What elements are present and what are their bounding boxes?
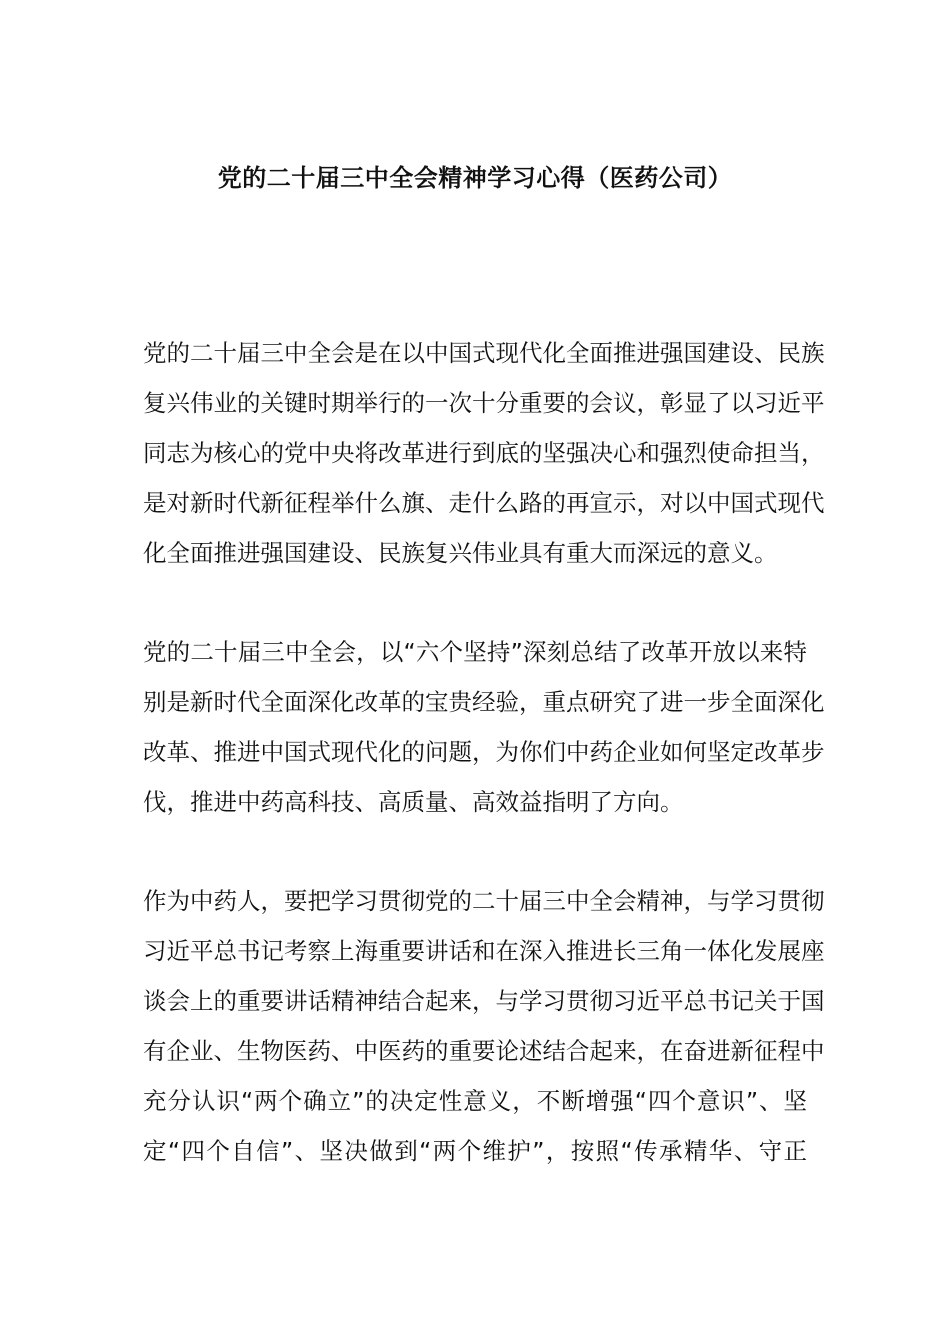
text-line: 党的二十届三中全会，以“六个坚持”深刻总结了改革开放以来特 <box>143 638 807 666</box>
text-line: 党的二十届三中全会是在以中国式现代化全面推进强国建设、民族 <box>143 339 825 367</box>
text-line: 同志为核心的党中央将改革进行到底的坚强决心和强烈使命担当， <box>143 439 825 467</box>
text-line: 别是新时代全面深化改革的宝贵经验，重点研究了进一步全面深化 <box>143 688 825 716</box>
paragraph-3 <box>143 876 825 1176</box>
text-line: 改革、推进中国式现代化的问题，为你们中药企业如何坚定改革步 <box>143 738 825 766</box>
text-line: 有企业、生物医药、中医药的重要论述结合起来，在奋进新征程中 <box>143 1037 825 1065</box>
paragraph-2 <box>143 627 825 827</box>
document-title: 党的二十届三中全会精神学习心得（医药公司） <box>217 164 733 192</box>
text-line: 谈会上的重要讲话精神结合起来，与学习贯彻习近平总书记关于国 <box>143 987 825 1015</box>
text-line: 伐，推进中药高科技、高质量、高效益指明了方向。 <box>143 788 684 816</box>
text-line: 是对新时代新征程举什么旗、走什么路的再宣示，对以中国式现代 <box>143 489 825 517</box>
text-line: 充分认识“两个确立”的决定性意义，不断增强“四个意识”、坚 <box>143 1087 807 1115</box>
text-line: 作为中药人，要把学习贯彻党的二十届三中全会精神，与学习贯彻 <box>143 887 825 915</box>
text-line: 习近平总书记考察上海重要讲话和在深入推进长三角一体化发展座 <box>143 937 825 965</box>
text-line: 定“四个自信”、坚决做到“两个维护”，按照“传承精华、守正 <box>143 1137 807 1165</box>
text-line: 复兴伟业的关键时期举行的一次十分重要的会议，彰显了以习近平 <box>143 389 825 417</box>
text-line: 化全面推进强国建设、民族复兴伟业具有重大而深远的意义。 <box>143 539 778 567</box>
paragraph-1 <box>143 328 825 578</box>
